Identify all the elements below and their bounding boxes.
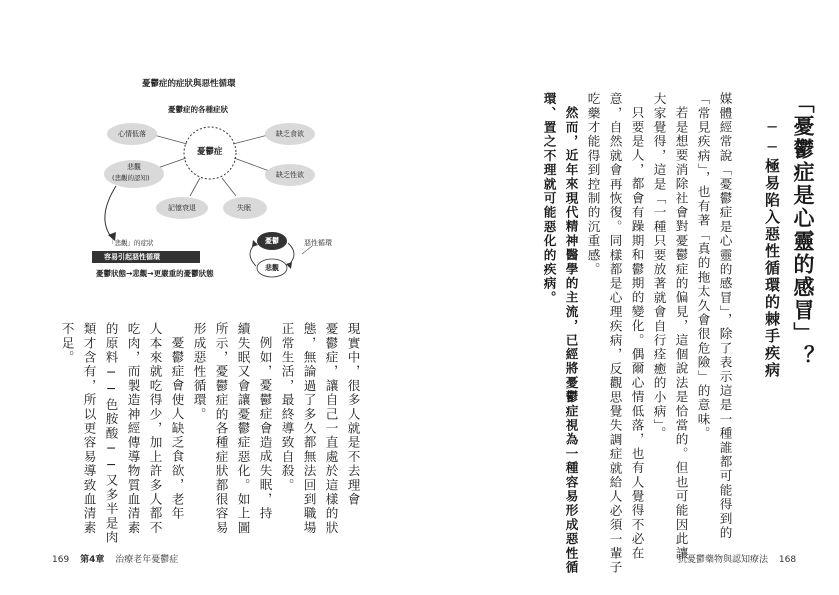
footer-left	[52, 552, 178, 565]
left-col-5: 例如，憂鬱症會造成失眠，持	[257, 336, 273, 521]
left-col-3: 態，無論過了多久都無法回到職場	[301, 322, 317, 535]
left-col-12: 的原料──色胺酸──又多半是肉	[103, 322, 119, 545]
left-col-1: 現實中，很多人就是不去理會	[345, 322, 361, 507]
right-col-9: 環、置之不理就可能惡化的疾病。	[541, 92, 557, 305]
left-page	[0, 0, 419, 595]
diagram-center: 憂鬱症	[197, 147, 223, 157]
right-col-7: 吃藥才能得到控制的沉重感。	[585, 92, 601, 277]
left-col-14: 不足。	[59, 322, 75, 365]
left-col-6: 續失眠又會讓憂鬱症惡化。如上圖	[235, 322, 251, 535]
right-col-2: 「常見疾病」，也有著「真的拖太久會很危險」的意味。	[695, 92, 711, 441]
label-pessimism: 悲觀	[127, 163, 141, 171]
vicious-box-label: 容易引起惡性循環	[104, 252, 160, 261]
label-no-libido: 缺乏性欲	[276, 171, 304, 179]
left-col-4: 正常生活，最終導致自殺。	[279, 322, 295, 493]
cycle-top-label: 憂鬱	[265, 237, 279, 245]
left-col-7: 所示，憂鬱症的各種症狀都很容易	[213, 322, 229, 535]
diagram-flow: 憂鬱狀態→悲觀→更嚴重的憂鬱狀態	[96, 269, 214, 278]
left-col-8: 形成惡性循環。	[191, 322, 207, 422]
pessimism-arrow	[105, 186, 116, 238]
right-page	[420, 0, 839, 595]
chapter-title-left: 治療老年憂鬱症	[115, 555, 179, 565]
page-number-right: 168	[778, 555, 797, 565]
label-pessimism-sub: (悲觀的認知)	[112, 174, 150, 182]
label-insomnia: 失眠	[237, 204, 251, 212]
diagram-title: 憂鬱症的症狀與惡性循環	[142, 79, 236, 89]
right-col-8: 然而，近年來現代精神醫學的主流，已經將憂鬱症視為一種容易形成惡性循	[563, 106, 579, 575]
page-number-left: 169	[52, 555, 70, 565]
left-col-10: 人本來就吃得少，加上許多人都不	[147, 322, 163, 535]
chapter-title-right: 抗憂鬱藥物與認知療法	[678, 555, 769, 565]
label-low-mood: 心情低落	[118, 130, 146, 138]
footer-right	[678, 552, 796, 565]
right-col-1: 媒體經常說「憂鬱症是心靈的感冒」，除了表示這是一種誰都可能得到的	[717, 92, 733, 541]
left-col-13: 類才含有，所以更容易導致血清素	[81, 322, 97, 535]
right-col-6: 意，自然就會再恢復。同樣都是心理疾病，反觀思覺失調症就給人必須一輩子	[607, 92, 623, 575]
pessimism-note: 「悲觀」的症狀	[108, 239, 154, 247]
right-col-5: 只要是人，都會有躁期和鬱期的變化。偶爾心情低落，也有人覺得不必在	[629, 106, 645, 561]
left-col-9: 憂鬱症會使人缺乏食欲，老年	[169, 336, 185, 521]
right-col-3: 若是想要消除社會對憂鬱症的偏見，這個說法是恰當的。但也可能因此讓	[673, 106, 689, 561]
left-col-2: 憂鬱症，讓自己一直處於這樣的狀	[323, 322, 339, 535]
left-col-11: 吃肉，而製造神經傳導物質血清素	[125, 322, 141, 535]
depression-diagram	[90, 78, 335, 278]
section-title: 「憂鬱症是心靈的感冒」？	[791, 92, 815, 368]
chapter-label: 第4章	[80, 555, 105, 565]
cycle-label: 惡性循環	[304, 239, 332, 247]
label-memory: 記憶衰退	[168, 204, 196, 212]
section-subtitle: ──極易陷入惡性循環的棘手疾病	[763, 118, 781, 379]
right-col-4: 大家覺得，這是「一種只要放著就會自行痊癒的小病」。	[651, 92, 667, 441]
diagram-subtitle: 憂鬱症的各種症狀	[168, 105, 228, 114]
cycle-bottom-label: 悲觀	[265, 264, 279, 272]
label-no-appetite: 缺乏食欲	[276, 130, 304, 138]
